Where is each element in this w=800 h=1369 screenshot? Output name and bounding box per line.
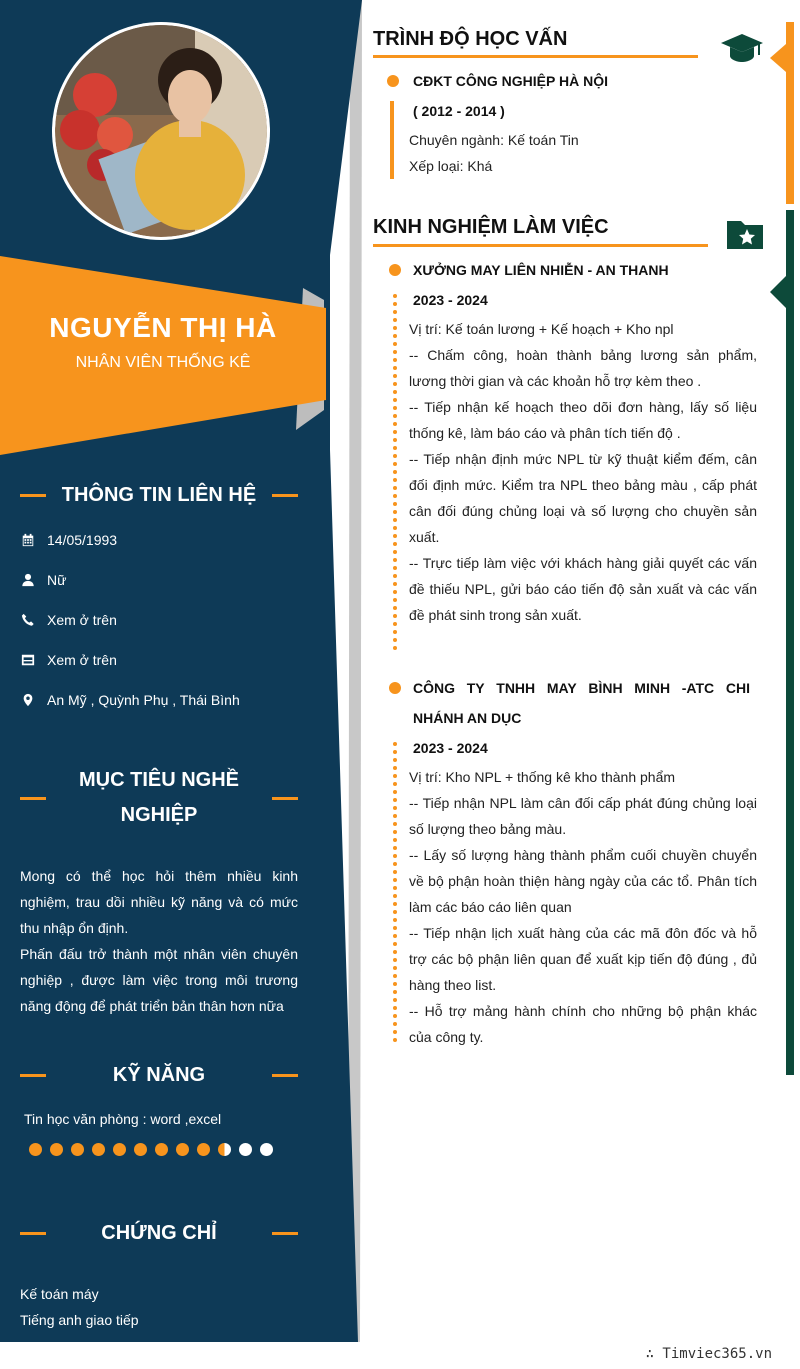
objective-text bbox=[20, 863, 298, 1019]
job-title: NHÂN VIÊN THỐNG KÊ bbox=[75, 354, 251, 371]
contact-title: THÔNG TIN LIÊN HỆ bbox=[61, 484, 257, 506]
skill-level-dot bbox=[134, 1143, 147, 1156]
job-description bbox=[409, 764, 757, 1050]
timeline-dot bbox=[393, 382, 397, 386]
timeline-dot bbox=[393, 950, 397, 954]
gender-text: Nữ bbox=[47, 572, 67, 588]
timeline-dot bbox=[393, 1014, 397, 1018]
skill-level-dot bbox=[92, 1143, 105, 1156]
job-duty: -- Tiếp nhận định mức NPL từ kỹ thuật kiểm đếm, cân đối định mức. Kiểm tra NPL theo bảng màu , cấp phát cân đối đúng chủng loại và số lượng cho chuyền sản xuất. bbox=[409, 451, 757, 545]
skill-level-dot bbox=[218, 1143, 231, 1156]
heading-dash-left bbox=[20, 494, 46, 497]
company-word: TY bbox=[466, 680, 485, 696]
job-description bbox=[409, 316, 757, 628]
contact-section-heading bbox=[20, 478, 298, 513]
timeline-dot bbox=[393, 942, 397, 946]
skill-level-dot bbox=[50, 1143, 63, 1156]
timeline-dot bbox=[393, 302, 397, 306]
timeline-dot bbox=[393, 862, 397, 866]
timeline-dot bbox=[393, 878, 397, 882]
email-icon bbox=[20, 652, 36, 668]
timeline-dot bbox=[393, 918, 397, 922]
timeline-dot bbox=[393, 758, 397, 762]
heading-dash-right bbox=[272, 1232, 298, 1235]
job-bullet bbox=[389, 264, 401, 276]
education-underline bbox=[373, 55, 698, 58]
objective-paragraph: Phấn đấu trở thành một nhân viên chuyên nghiệp , được làm việc trong môi trương năng động để phát triển bản thân hơn nữa bbox=[20, 946, 298, 1014]
skills-title: KỸ NĂNG bbox=[112, 1064, 206, 1086]
timeline-dot bbox=[393, 830, 397, 834]
timeline-dot bbox=[393, 910, 397, 914]
calendar-icon bbox=[20, 532, 36, 548]
objective-title-line1: MỤC TIÊU NGHỀ bbox=[79, 769, 239, 791]
timeline-dot bbox=[393, 638, 397, 642]
job-duty: -- Tiếp nhận NPL làm cân đối cấp phát đúng chủng loại số lượng theo bảng màu. bbox=[409, 795, 757, 837]
job-position: Vị trí: Kế toán lương + Kế hoạch + Kho npl bbox=[409, 321, 674, 337]
phone-text: Xem ở trên bbox=[47, 612, 117, 628]
heading-dash-right bbox=[272, 797, 298, 800]
timeline-dot bbox=[393, 982, 397, 986]
timeline-dot bbox=[393, 526, 397, 530]
skill-level-dot bbox=[155, 1143, 168, 1156]
timeline-dot bbox=[393, 318, 397, 322]
objective-title-line2: NGHIỆP bbox=[120, 804, 198, 826]
timeline-dot bbox=[393, 926, 397, 930]
timeline-dot bbox=[393, 438, 397, 442]
briefcase-star-icon bbox=[725, 217, 765, 251]
timeline-dot bbox=[393, 454, 397, 458]
education-period: ( 2012 - 2014 ) bbox=[413, 103, 505, 119]
timeline-dot bbox=[393, 846, 397, 850]
timeline-dot bbox=[393, 342, 397, 346]
education-vertical-bar bbox=[390, 101, 394, 179]
skill-level-dot bbox=[260, 1143, 273, 1156]
footer-brand[interactable]: ∴ Timviec365.vn bbox=[645, 1346, 772, 1362]
timeline-dot bbox=[393, 566, 397, 570]
job-duty: -- Lấy số lượng hàng thành phẩm cuối chuyền chuyển về bộ phận hoàn thiện hàng ngày của các tổ. Phân tích làm các báo cáo liên quan bbox=[409, 847, 757, 915]
timeline-dot bbox=[393, 358, 397, 362]
timeline-dot bbox=[393, 966, 397, 970]
job-company-line2: NHÁNH AN DỤC bbox=[413, 710, 522, 726]
company-word: CHI bbox=[725, 680, 750, 696]
objective-paragraph: Mong có thể học hỏi thêm nhiều kinh nghiệm, trau dồi nhiều kỹ năng và có mức thu nhập ổn định. bbox=[20, 868, 298, 936]
timeline-dot bbox=[393, 462, 397, 466]
timeline-dot bbox=[393, 934, 397, 938]
timeline-dot bbox=[393, 310, 397, 314]
timeline-dot bbox=[393, 798, 397, 802]
email-text: Xem ở trên bbox=[47, 652, 117, 668]
timeline-dot bbox=[393, 574, 397, 578]
timeline-dot bbox=[393, 478, 397, 482]
certificates-title: CHỨNG CHỈ bbox=[101, 1222, 217, 1244]
timeline-dot bbox=[393, 870, 397, 874]
profile-photo-frame bbox=[52, 22, 270, 240]
heading-dash-left bbox=[20, 797, 46, 800]
timeline-dot bbox=[393, 446, 397, 450]
timeline-dot bbox=[393, 614, 397, 618]
timeline-dot bbox=[393, 814, 397, 818]
timeline-dot bbox=[393, 1022, 397, 1026]
location-icon bbox=[20, 692, 36, 708]
timeline-dot bbox=[393, 486, 397, 490]
company-word: -ATC bbox=[681, 680, 715, 696]
birthdate-text: 14/05/1993 bbox=[47, 532, 118, 548]
company-word: MAY bbox=[546, 680, 577, 696]
user-icon bbox=[20, 572, 36, 588]
full-name: NGUYỄN THỊ HÀ bbox=[49, 312, 277, 343]
timeline-dot bbox=[393, 774, 397, 778]
job-duty: -- Hỗ trợ mảng hành chính cho những bộ phận khác của công ty. bbox=[409, 1003, 757, 1045]
timeline-dot bbox=[393, 646, 397, 650]
education-bullet bbox=[387, 75, 399, 87]
timeline-dot bbox=[393, 374, 397, 378]
timeline-dot bbox=[393, 990, 397, 994]
graduation-cap-icon bbox=[720, 32, 764, 64]
timeline-dot bbox=[393, 622, 397, 626]
company-word: CÔNG bbox=[413, 680, 455, 696]
school-name: CĐKT CÔNG NGHIỆP HÀ NỘI bbox=[413, 73, 608, 89]
education-major: Chuyên ngành: Kế toán Tin bbox=[409, 132, 579, 148]
education-details bbox=[409, 127, 757, 179]
contact-email bbox=[20, 649, 300, 671]
timeline-dot bbox=[393, 502, 397, 506]
education-grade: Xếp loại: Khá bbox=[409, 158, 493, 174]
timeline-dot bbox=[393, 902, 397, 906]
timeline-dot bbox=[393, 606, 397, 610]
certificates-section-heading bbox=[20, 1216, 298, 1251]
contact-gender bbox=[20, 569, 300, 591]
timeline-dot bbox=[393, 470, 397, 474]
experience-underline bbox=[373, 244, 708, 247]
profile-photo bbox=[55, 25, 267, 237]
certificate-item: Kế toán máy bbox=[20, 1286, 99, 1302]
timeline-dot bbox=[393, 518, 397, 522]
skill-level-dot bbox=[197, 1143, 210, 1156]
contact-birthdate bbox=[20, 529, 300, 551]
timeline-dot bbox=[393, 782, 397, 786]
job-bullet bbox=[389, 682, 401, 694]
skill-level-dot bbox=[239, 1143, 252, 1156]
job-timeline bbox=[393, 742, 397, 1046]
experience-title: KINH NGHIỆM LÀM VIỆC bbox=[373, 216, 609, 238]
timeline-dot bbox=[393, 894, 397, 898]
timeline-dot bbox=[393, 390, 397, 394]
contact-phone bbox=[20, 609, 300, 631]
job-position: Vị trí: Kho NPL + thống kê kho thành phẩm bbox=[409, 769, 676, 785]
timeline-dot bbox=[393, 334, 397, 338]
timeline-dot bbox=[393, 294, 397, 298]
heading-dash-right bbox=[272, 1074, 298, 1077]
timeline-dot bbox=[393, 806, 397, 810]
timeline-dot bbox=[393, 582, 397, 586]
timeline-dot bbox=[393, 430, 397, 434]
job-duty: -- Chấm công, hoàn thành bảng lương sản phẩm, lương thời gian và các khoản hỗ trợ kèm theo . bbox=[409, 347, 757, 389]
timeline-dot bbox=[393, 558, 397, 562]
timeline-dot bbox=[393, 350, 397, 354]
certificate-item: Tiếng anh giao tiếp bbox=[20, 1312, 139, 1328]
timeline-dot bbox=[393, 838, 397, 842]
address-text: An Mỹ , Quỳnh Phụ , Thái Bình bbox=[47, 692, 240, 708]
timeline-dot bbox=[393, 886, 397, 890]
timeline-dot bbox=[393, 398, 397, 402]
objective-title bbox=[46, 763, 272, 833]
skill-level-rating bbox=[29, 1143, 273, 1156]
timeline-dot bbox=[393, 766, 397, 770]
company-word: MINH bbox=[634, 680, 671, 696]
skill-label: Tin học văn phòng : word ,excel bbox=[24, 1111, 222, 1127]
timeline-dot bbox=[393, 998, 397, 1002]
timeline-dot bbox=[393, 1006, 397, 1010]
timeline-dot bbox=[393, 510, 397, 514]
timeline-dot bbox=[393, 422, 397, 426]
timeline-dot bbox=[393, 534, 397, 538]
timeline-dot bbox=[393, 750, 397, 754]
timeline-dot bbox=[393, 326, 397, 330]
timeline-dot bbox=[393, 494, 397, 498]
heading-dash-left bbox=[20, 1074, 46, 1077]
job-company: XƯỞNG MAY LIÊN NHIỄN - AN THANH bbox=[413, 262, 669, 278]
timeline-dot bbox=[393, 550, 397, 554]
job-company bbox=[413, 680, 750, 696]
timeline-dot bbox=[393, 790, 397, 794]
phone-icon bbox=[20, 612, 36, 628]
company-word: BÌNH bbox=[588, 680, 623, 696]
heading-dash-right bbox=[272, 494, 298, 497]
education-title: TRÌNH ĐỘ HỌC VẤN bbox=[373, 28, 568, 50]
objective-section-heading bbox=[20, 763, 298, 833]
job-timeline bbox=[393, 294, 397, 654]
company-word: TNHH bbox=[496, 680, 536, 696]
skill-level-dot bbox=[113, 1143, 126, 1156]
heading-dash-left bbox=[20, 1232, 46, 1235]
timeline-dot bbox=[393, 598, 397, 602]
skills-section-heading bbox=[20, 1058, 298, 1093]
timeline-dot bbox=[393, 366, 397, 370]
contact-address bbox=[20, 689, 300, 711]
job-duty: -- Tiếp nhận kế hoạch theo dõi đơn hàng, lấy số liệu thống kê, làm báo cáo và phân tích tiến độ . bbox=[409, 399, 757, 441]
job-duty: -- Trực tiếp làm việc với khách hàng giải quyết các vấn đề thiếu NPL, gửi báo cáo tiến độ sản xuất và các vấn đề phát sinh trong sản xuất. bbox=[409, 555, 757, 623]
timeline-dot bbox=[393, 854, 397, 858]
skill-level-dot bbox=[176, 1143, 189, 1156]
timeline-dot bbox=[393, 1030, 397, 1034]
timeline-dot bbox=[393, 630, 397, 634]
job-period: 2023 - 2024 bbox=[413, 292, 488, 308]
timeline-dot bbox=[393, 590, 397, 594]
job-period: 2023 - 2024 bbox=[413, 740, 488, 756]
job-duty: -- Tiếp nhận lịch xuất hàng của các mã đôn đốc và hỗ trợ các bộ phận liên quan để xuất kịp tiến độ đúng , đủ hàng theo list. bbox=[409, 925, 757, 993]
timeline-dot bbox=[393, 742, 397, 746]
timeline-dot bbox=[393, 414, 397, 418]
timeline-dot bbox=[393, 542, 397, 546]
timeline-dot bbox=[393, 958, 397, 962]
timeline-dot bbox=[393, 822, 397, 826]
skill-level-dot bbox=[29, 1143, 42, 1156]
skill-level-dot bbox=[71, 1143, 84, 1156]
timeline-dot bbox=[393, 974, 397, 978]
timeline-dot bbox=[393, 406, 397, 410]
timeline-dot bbox=[393, 1038, 397, 1042]
